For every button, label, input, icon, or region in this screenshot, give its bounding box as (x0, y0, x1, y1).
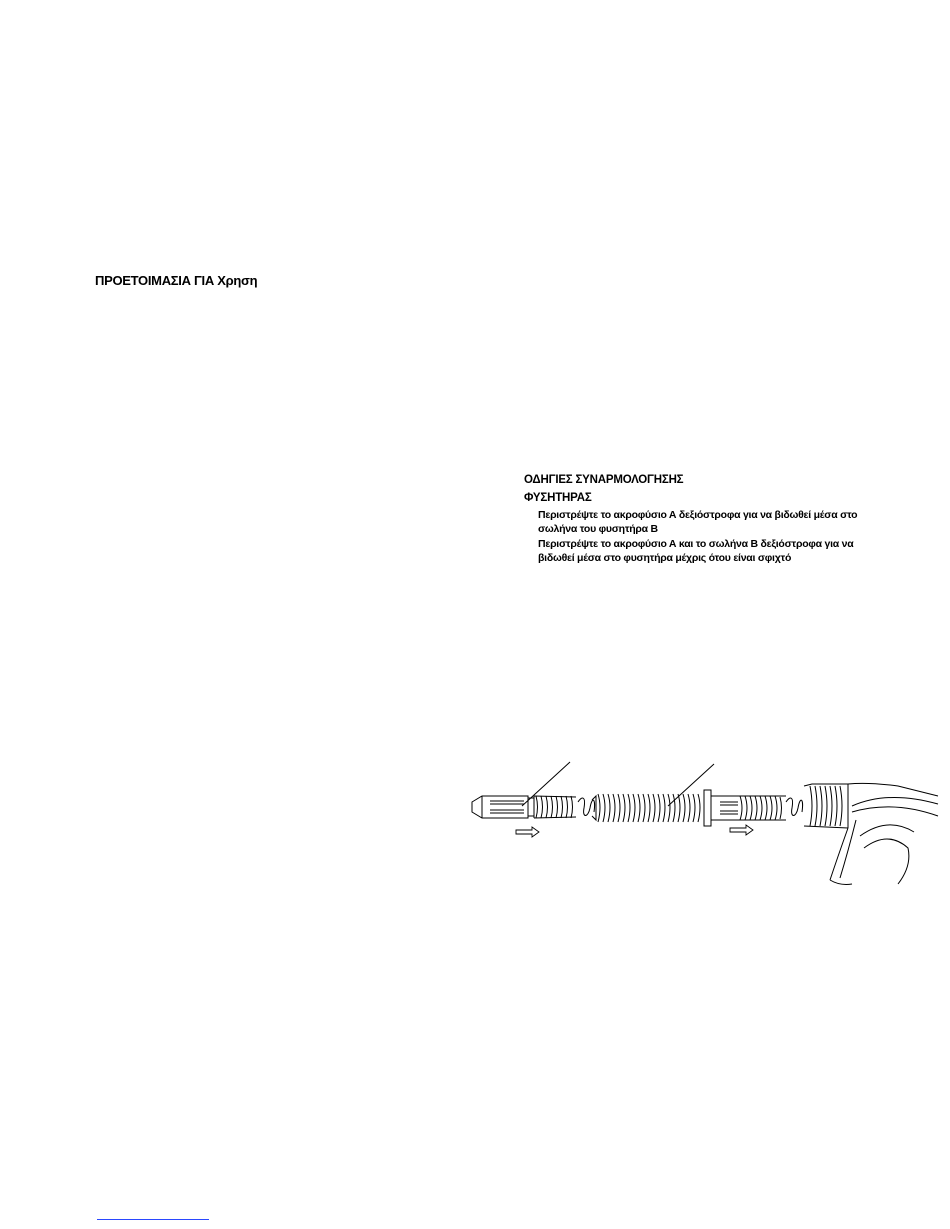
assembly-step-2 (524, 538, 924, 565)
step-1-line-1: Περιστρέψτε το ακροφύσιο Α δεξιόστροφα για να βιδωθεί μέσα στο (538, 509, 858, 521)
assembly-step-1 (524, 509, 924, 536)
step-2-line-2: βιδωθεί μέσα στο φυσητήρα μέχρις ότου είναι σφιχτό (538, 551, 792, 564)
leader-line-a (522, 762, 570, 806)
footer-rule (97, 1219, 209, 1220)
assembly-title: ΟΔΗΓΙΕΣ ΣΥΝΑΡΜΟΛΟΓΗΣΗΣ (524, 474, 684, 486)
assembly-instructions (524, 472, 924, 565)
assembly-subtitle: ΦΥΣΗΤΗΡΑΣ (524, 492, 592, 504)
arrow-right-icon (730, 825, 753, 835)
page-heading: ΠΡΟΕΤΟΙΜΑΣΙΑ ΓΙΑ Χρηση (95, 273, 258, 288)
spring-2-illustration (786, 798, 803, 815)
spring-1-illustration (578, 798, 595, 815)
step-2-line-1: Περιστρέψτε το ακροφύσιο Α και το σωλήνα Β δεξιόστροφα για να (538, 538, 854, 550)
leader-line-b (668, 764, 714, 806)
arrow-right-icon (516, 827, 539, 837)
nozzle-a-illustration (472, 796, 576, 818)
blower-assembly-diagram (468, 756, 940, 892)
step-1-line-2: σωλήνα του φυσητήρα Β (538, 522, 658, 535)
tube-b-illustration (592, 790, 786, 826)
blower-handle-illustration (804, 783, 938, 884)
